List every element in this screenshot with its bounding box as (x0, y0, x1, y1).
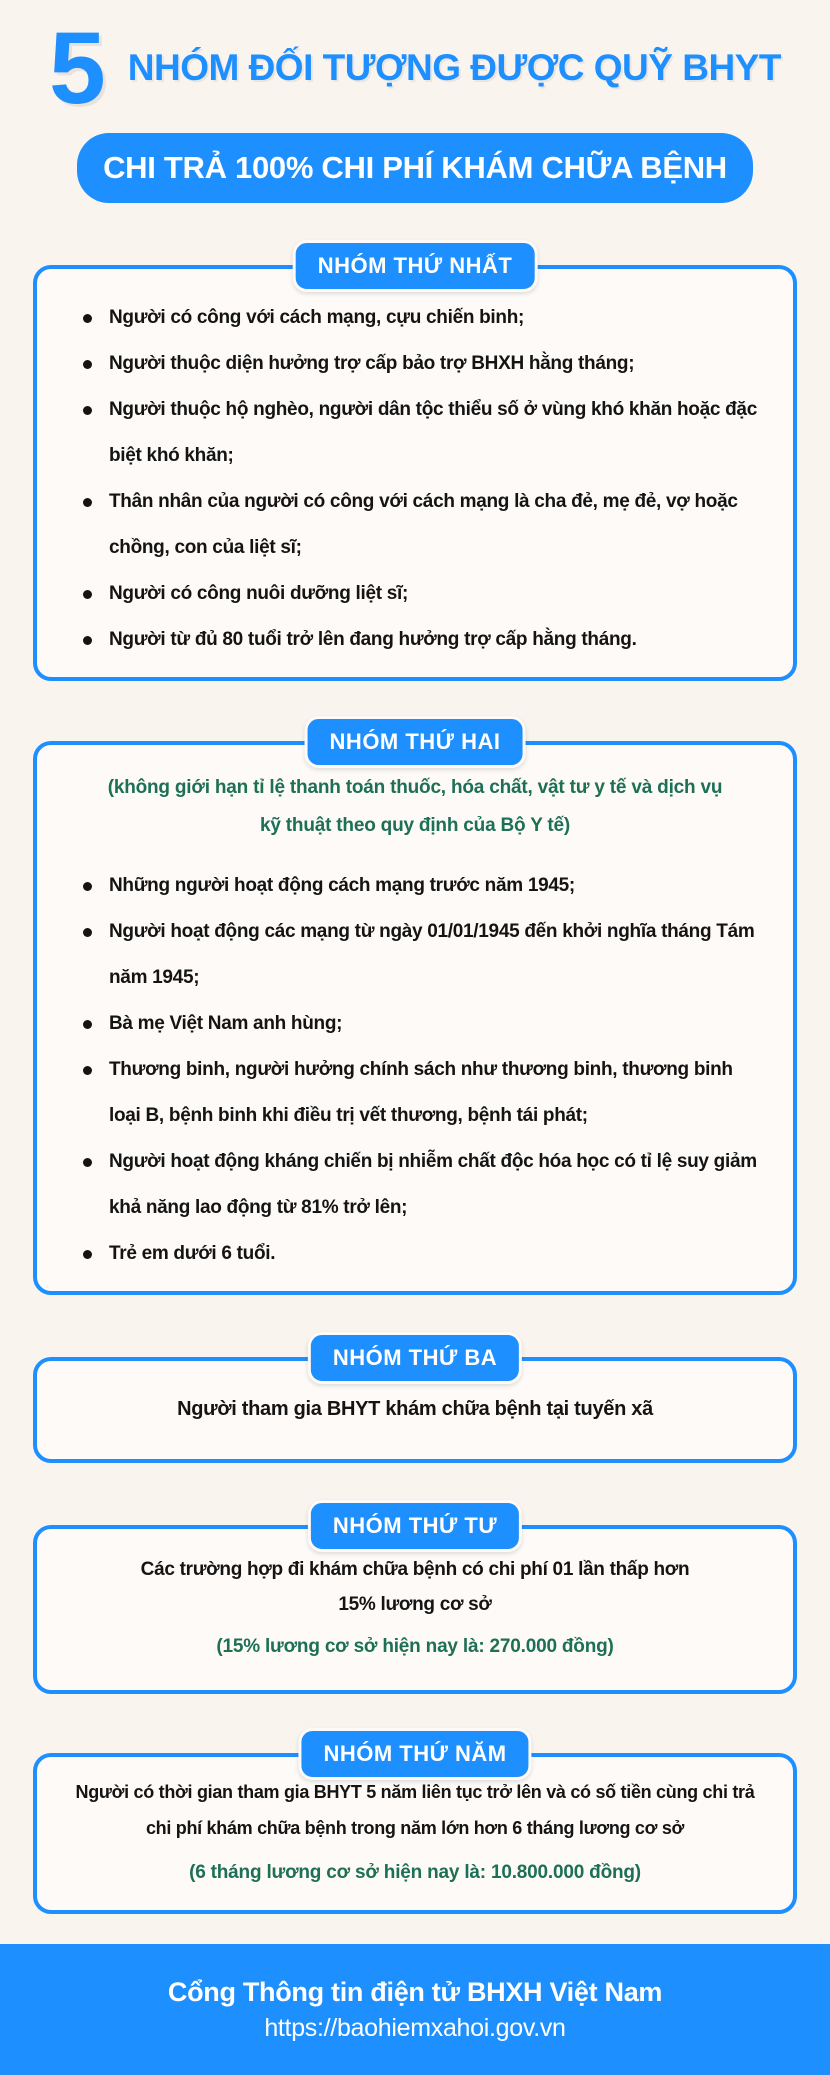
group-5-label: NHÓM THỨ NĂM (298, 1728, 531, 1780)
footer (0, 1944, 830, 2075)
group-3-label: NHÓM THỨ BA (308, 1332, 522, 1384)
group-5-text: Người có thời gian tham gia BHYT 5 năm liên tục trở lên và có số tiền cùng chi trả chi phí khám chữa bệnh trong năm lớn hơn 6 tháng lương cơ sở (75, 1782, 755, 1839)
bullet-item: Người thuộc hộ nghèo, người dân tộc thiểu số ở vùng khó khăn hoặc đặc biệt khó khăn; (81, 387, 763, 479)
group-card-1 (33, 252, 797, 681)
bullet-item: Thân nhân của người có công với cách mạng là cha đẻ, mẹ đẻ, vợ hoặc chồng, con của liệt sĩ; (81, 479, 763, 571)
bullet-item: Người thuộc diện hưởng trợ cấp bảo trợ BHXH hằng tháng; (81, 341, 763, 387)
bullet-item: Bà mẹ Việt Nam anh hùng; (81, 1001, 763, 1047)
title-row (0, 11, 830, 125)
group-card-5 (33, 1740, 797, 1914)
group-1-label: NHÓM THỨ NHẤT (293, 240, 538, 292)
bullet-item: Trẻ em dưới 6 tuổi. (81, 1231, 763, 1277)
group-1-bullet-list (37, 269, 793, 677)
group-card-2 (33, 728, 797, 1295)
count-number: 5 (49, 11, 106, 125)
bullet-item: Những người hoạt động cách mạng trước năm 1945; (81, 863, 763, 909)
bullet-item: Thương binh, người hưởng chính sách như thương binh, thương binh loại B, bệnh binh khi điều trị vết thương, bệnh tái phát; (81, 1047, 763, 1139)
group-2-note: (không giới hạn tỉ lệ thanh toán thuốc, hóa chất, vật tư y tế và dịch vụ kỹ thuật theo quy định của Bộ Y tế) (107, 776, 723, 836)
group-5-note: (6 tháng lương cơ sở hiện nay là: 10.800.000 đồng) (189, 1862, 641, 1884)
group-3-text: Người tham gia BHYT khám chữa bệnh tại tuyến xã (177, 1398, 653, 1421)
footer-url-link[interactable]: https://baohiemxahoi.gov.vn (264, 2013, 566, 2042)
group-4-text: Các trường hợp đi khám chữa bệnh có chi phí 01 lần thấp hơn 15% lương cơ sở (140, 1559, 690, 1616)
bullet-item: Người từ đủ 80 tuổi trở lên đang hưởng trợ cấp hằng tháng. (81, 617, 763, 663)
subtitle-banner: CHI TRẢ 100% CHI PHÍ KHÁM CHỮA BỆNH (77, 133, 753, 203)
header (0, 0, 830, 203)
footer-title: Cổng Thông tin điện tử BHXH Việt Nam (167, 1976, 663, 2007)
bullet-item: Người hoạt động các mạng từ ngày 01/01/1945 đến khởi nghĩa tháng Tám năm 1945; (81, 909, 763, 1001)
bullet-item: Người hoạt động kháng chiến bị nhiễm chất độc hóa học có tỉ lệ suy giảm khả năng lao động từ 81% trở lên; (81, 1139, 763, 1231)
page-title: NHÓM ĐỐI TƯỢNG ĐƯỢC QUỸ BHYT (127, 47, 781, 89)
group-2-bullet-list (37, 851, 793, 1291)
bullet-item: Người có công với cách mạng, cựu chiến binh; (81, 295, 763, 341)
group-card-3 (33, 1344, 797, 1463)
group-4-note: (15% lương cơ sở hiện nay là: 270.000 đồng) (216, 1636, 614, 1658)
group-4-label: NHÓM THỨ TƯ (308, 1500, 522, 1552)
group-2-label: NHÓM THỨ HAI (305, 716, 526, 768)
bullet-item: Người có công nuôi dưỡng liệt sĩ; (81, 571, 763, 617)
group-card-4 (33, 1512, 797, 1694)
